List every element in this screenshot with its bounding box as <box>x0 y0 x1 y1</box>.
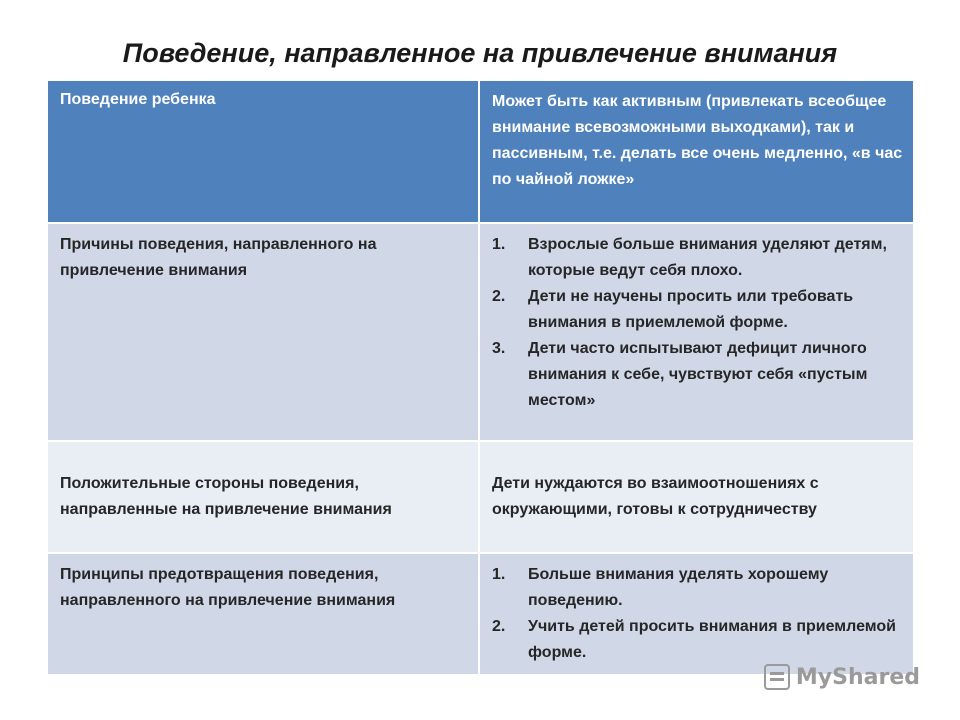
list-item-number: 1. <box>492 236 506 253</box>
table-row <box>48 442 913 554</box>
list-item <box>492 284 903 336</box>
table-row <box>48 224 913 442</box>
positive-cell <box>480 442 913 554</box>
list-item-number: 1. <box>492 566 506 583</box>
row-label-causes: Причины поведения, направленного на привлечение внимания <box>48 224 480 442</box>
list-item-text: Взрослые больше внимания уделяют детям, которые ведут себя плохо. <box>528 236 887 279</box>
list-item <box>492 232 903 284</box>
list-item-number: 2. <box>492 618 506 635</box>
prevention-list-cell <box>480 554 913 674</box>
table-row <box>48 554 913 674</box>
list-item <box>492 336 903 414</box>
positive-text: Дети нуждаются во взаимоотношениях с окружающими, готовы к сотрудничеству <box>492 475 819 518</box>
list-item-text: Дети не научены просить или требовать внимания в приемлемой форме. <box>528 288 854 331</box>
list-item-text: Учить детей просить внимания в приемлемой форме. <box>528 618 896 661</box>
row-label-prevention: Принципы предотвращения поведения, направленного на привлечение внимания <box>48 554 480 674</box>
header-right-cell: Может быть как активным (привлекать всеобщее внимание всевозможными выходками), так и пассивным, т.е. делать все очень медленно, «в час по чайной ложке» <box>480 81 913 224</box>
prevention-list <box>492 562 903 666</box>
slide-title: Поведение, направленное на привлечение внимания <box>122 38 838 68</box>
causes-list <box>492 232 903 414</box>
info-table <box>48 81 913 674</box>
row-label-positive <box>48 442 480 554</box>
header-left-cell: Поведение ребенка <box>48 81 480 224</box>
list-item-number: 2. <box>492 288 506 305</box>
row-label-positive-text: Положительные стороны поведения, направленные на привлечение внимания <box>60 475 392 518</box>
myshared-logo-icon <box>764 664 790 690</box>
watermark-text: MyShared <box>795 664 920 690</box>
list-item <box>492 562 903 614</box>
list-item <box>492 614 903 666</box>
myshared-watermark[interactable] <box>764 664 920 690</box>
causes-list-cell <box>480 224 913 442</box>
list-item-text: Дети часто испытывают дефицит личного внимания к себе, чувствуют себя «пустым местом» <box>528 340 868 409</box>
list-item-text: Больше внимания уделять хорошему поведению. <box>528 566 829 609</box>
list-item-number: 3. <box>492 340 506 357</box>
table-header-row <box>48 81 913 224</box>
